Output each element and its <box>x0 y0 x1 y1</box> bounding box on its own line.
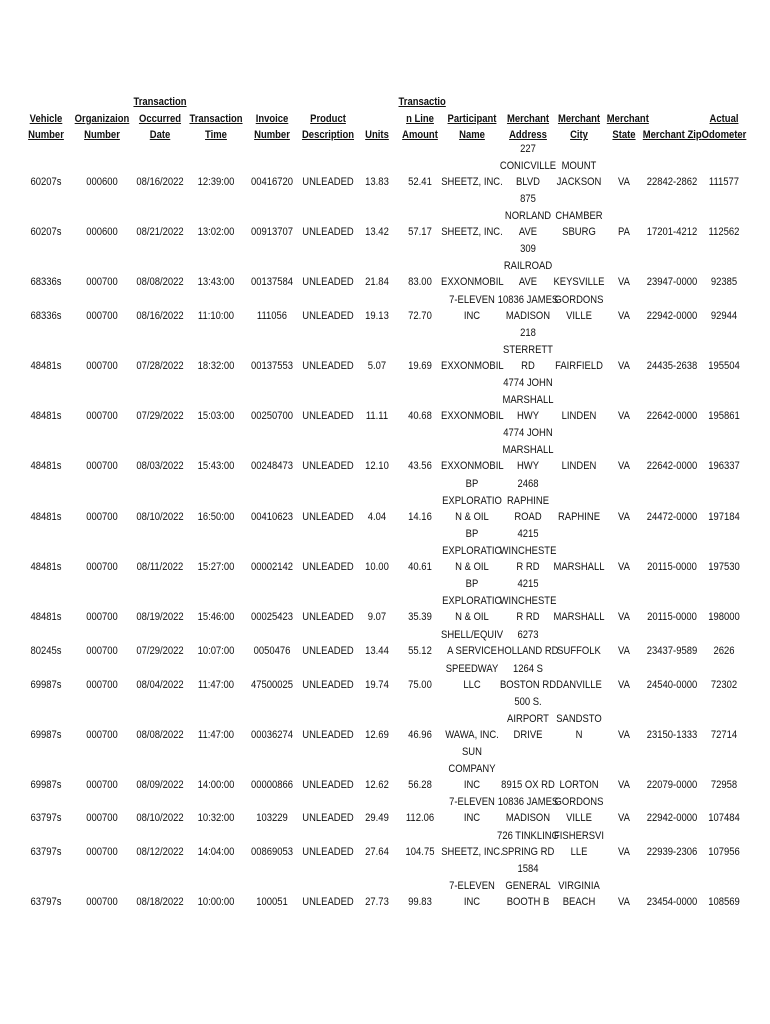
cell-time: 15:27:00 <box>197 561 235 574</box>
cell-units: 12.10 <box>365 460 389 473</box>
cell-org: 000700 <box>86 410 118 423</box>
cell-zip: 23454-0000 <box>646 896 698 909</box>
cell-odometer: 2626 <box>713 645 735 658</box>
cell-state: VA <box>618 729 630 742</box>
cell-city: LINDEN <box>561 410 597 423</box>
cell-time: 16:50:00 <box>197 511 235 524</box>
cell-invoice: 111056 <box>256 310 288 323</box>
cell-org: 000700 <box>86 779 118 792</box>
cell-odometer: 72714 <box>710 729 738 742</box>
cell-time: 10:32:00 <box>197 812 235 825</box>
cell-address: 1264 S BOSTON RD <box>499 662 557 692</box>
cell-odometer: 107956 <box>708 846 740 859</box>
cell-units: 27.64 <box>365 846 389 859</box>
cell-product: UNLEADED <box>302 410 354 423</box>
cell-org: 000700 <box>86 511 118 524</box>
cell-org: 000600 <box>86 176 118 189</box>
cell-product: UNLEADED <box>302 611 354 624</box>
cell-vehicle: 48481s <box>30 511 62 524</box>
cell-zip: 24540-0000 <box>646 679 698 692</box>
cell-vehicle: 63797s <box>30 812 62 825</box>
cell-amount: 43.56 <box>408 460 432 473</box>
cell-units: 12.62 <box>365 779 389 792</box>
cell-vehicle: 63797s <box>30 896 62 909</box>
cell-product: UNLEADED <box>302 360 354 373</box>
cell-invoice: 00036274 <box>250 729 294 742</box>
cell-invoice: 00137553 <box>250 360 294 373</box>
cell-org: 000700 <box>86 846 118 859</box>
cell-participant: SPEEDWAY LLC <box>445 662 499 692</box>
cell-address: 4774 JOHN MARSHALL HWY <box>502 427 554 473</box>
cell-participant: 7-ELEVEN INC <box>449 879 495 909</box>
cell-participant: 7-ELEVEN INC <box>449 293 495 323</box>
cell-time: 18:32:00 <box>197 360 235 373</box>
header-occurred: Transaction Occurred Date <box>133 96 187 142</box>
cell-amount: 40.68 <box>408 410 432 423</box>
cell-address: 10836 JAMES MADISON <box>497 293 559 323</box>
cell-vehicle: 63797s <box>30 846 62 859</box>
cell-amount: 35.39 <box>408 611 432 624</box>
header-odometer: Actual Odometer <box>701 112 747 142</box>
cell-time: 12:39:00 <box>197 176 235 189</box>
cell-date: 08/11/2022 <box>136 561 184 574</box>
cell-odometer: 107484 <box>708 812 740 825</box>
cell-units: 19.13 <box>365 310 389 323</box>
header-participant: Participant Name <box>447 112 497 142</box>
cell-address: 4215 WINCHESTE R RD <box>499 528 557 574</box>
cell-product: UNLEADED <box>302 679 354 692</box>
cell-org: 000600 <box>86 226 118 239</box>
cell-state: VA <box>618 460 630 473</box>
cell-product: UNLEADED <box>302 460 354 473</box>
cell-state: VA <box>618 176 630 189</box>
cell-units: 21.84 <box>365 276 389 289</box>
cell-date: 08/10/2022 <box>136 511 184 524</box>
cell-odometer: 197530 <box>708 561 740 574</box>
cell-address: 218 STERRETT RD <box>503 327 553 373</box>
cell-vehicle: 60207s <box>30 176 62 189</box>
cell-date: 07/28/2022 <box>136 360 184 373</box>
cell-amount: 112.06 <box>405 812 435 825</box>
cell-zip: 24472-0000 <box>646 511 698 524</box>
cell-state: VA <box>618 310 630 323</box>
cell-amount: 46.96 <box>408 729 432 742</box>
cell-units: 12.69 <box>365 729 389 742</box>
cell-state: VA <box>618 360 630 373</box>
cell-address: 875 NORLAND AVE <box>504 193 552 239</box>
cell-address: 227 CONICVILLE BLVD <box>499 143 557 189</box>
cell-amount: 56.28 <box>408 779 432 792</box>
cell-date: 08/09/2022 <box>136 779 184 792</box>
cell-odometer: 92385 <box>710 276 738 289</box>
cell-vehicle: 69987s <box>30 729 62 742</box>
cell-amount: 57.17 <box>408 226 432 239</box>
cell-odometer: 197184 <box>708 511 740 524</box>
cell-city: FAIRFIELD <box>555 360 603 373</box>
header-org: Organizaion Number <box>74 112 130 142</box>
cell-org: 000700 <box>86 679 118 692</box>
cell-product: UNLEADED <box>302 779 354 792</box>
cell-time: 11:10:00 <box>197 310 235 323</box>
cell-address: 726 TINKLING SPRING RD <box>497 829 559 859</box>
cell-units: 11.11 <box>365 410 389 423</box>
cell-state: VA <box>618 779 630 792</box>
cell-state: VA <box>618 846 630 859</box>
cell-city: KEYSVILLE <box>553 276 605 289</box>
cell-time: 11:47:00 <box>197 729 235 742</box>
cell-amount: 52.41 <box>408 176 432 189</box>
cell-zip: 22942-0000 <box>646 812 698 825</box>
cell-state: VA <box>618 410 630 423</box>
header-address: Merchant Address <box>506 112 550 142</box>
cell-date: 08/04/2022 <box>136 679 184 692</box>
cell-city: FISHERSVI LLE <box>554 829 604 859</box>
cell-vehicle: 60207s <box>30 226 62 239</box>
cell-amount: 19.69 <box>408 360 432 373</box>
cell-odometer: 111577 <box>708 176 740 189</box>
cell-city: MARSHALL <box>553 611 605 624</box>
cell-zip: 23947-0000 <box>646 276 698 289</box>
cell-invoice: 00002142 <box>250 561 294 574</box>
cell-state: VA <box>618 896 630 909</box>
cell-city: MOUNT JACKSON <box>556 159 602 189</box>
cell-zip: 17201-4212 <box>646 226 698 239</box>
header-product: Product Description <box>301 112 355 142</box>
cell-zip: 20115-0000 <box>647 611 697 624</box>
cell-invoice: 00248473 <box>250 460 294 473</box>
header-vehicle: Vehicle Number <box>28 112 64 142</box>
header-state: Merchant State <box>606 112 649 142</box>
cell-product: UNLEADED <box>302 846 354 859</box>
cell-vehicle: 48481s <box>30 611 62 624</box>
cell-participant: 7-ELEVEN INC <box>449 795 495 825</box>
header-city: Merchant City <box>557 112 601 142</box>
cell-invoice: 00137584 <box>250 276 294 289</box>
cell-vehicle: 80245s <box>30 645 62 658</box>
cell-zip: 22939-2306 <box>646 846 698 859</box>
cell-address: 500 S. AIRPORT DRIVE <box>507 696 549 742</box>
cell-amount: 104.75 <box>405 846 435 859</box>
cell-odometer: 198000 <box>708 611 740 624</box>
cell-state: VA <box>618 679 630 692</box>
cell-city: SUFFOLK <box>557 645 601 658</box>
cell-product: UNLEADED <box>302 176 354 189</box>
cell-zip: 22079-0000 <box>646 779 698 792</box>
cell-zip: 22642-0000 <box>646 460 698 473</box>
cell-participant: SHELL/EQUIV A SERVICE <box>441 628 504 658</box>
cell-city: VIRGINIA BEACH <box>558 879 600 909</box>
cell-product: UNLEADED <box>302 645 354 658</box>
cell-org: 000700 <box>86 812 118 825</box>
cell-units: 13.83 <box>365 176 389 189</box>
cell-state: PA <box>618 226 630 239</box>
cell-org: 000700 <box>86 611 118 624</box>
cell-vehicle: 48481s <box>30 410 62 423</box>
cell-odometer: 195861 <box>708 410 740 423</box>
cell-participant: BP EXPLORATIO N & OIL <box>442 528 502 574</box>
cell-vehicle: 68336s <box>30 276 62 289</box>
cell-units: 4.04 <box>367 511 387 524</box>
cell-odometer: 112562 <box>708 226 740 239</box>
cell-amount: 83.00 <box>408 276 432 289</box>
cell-city: SANDSTO N <box>556 712 602 742</box>
cell-date: 07/29/2022 <box>136 645 184 658</box>
cell-zip: 22942-0000 <box>646 310 698 323</box>
cell-time: 10:00:00 <box>197 896 235 909</box>
cell-time: 14:00:00 <box>197 779 235 792</box>
cell-address: 2468 RAPHINE ROAD <box>506 478 550 524</box>
cell-org: 000700 <box>86 729 118 742</box>
header-units: Units <box>365 129 389 142</box>
cell-org: 000700 <box>86 310 118 323</box>
cell-date: 08/03/2022 <box>136 460 184 473</box>
cell-amount: 75.00 <box>408 679 432 692</box>
cell-time: 13:02:00 <box>197 226 235 239</box>
cell-invoice: 00025423 <box>250 611 294 624</box>
cell-time: 15:46:00 <box>197 611 235 624</box>
cell-state: VA <box>618 511 630 524</box>
cell-units: 5.07 <box>367 360 387 373</box>
cell-participant: SHEETZ, INC. <box>441 226 503 239</box>
cell-product: UNLEADED <box>302 511 354 524</box>
cell-state: VA <box>618 812 630 825</box>
cell-zip: 20115-0000 <box>647 561 697 574</box>
cell-units: 10.00 <box>365 561 389 574</box>
cell-state: VA <box>618 561 630 574</box>
cell-city: MARSHALL <box>553 561 605 574</box>
cell-vehicle: 48481s <box>30 360 62 373</box>
cell-zip: 22842-2862 <box>646 176 698 189</box>
cell-odometer: 108569 <box>708 896 740 909</box>
cell-date: 08/12/2022 <box>136 846 184 859</box>
header-time: Transaction Time <box>189 112 243 142</box>
cell-odometer: 196337 <box>708 460 740 473</box>
cell-org: 000700 <box>86 460 118 473</box>
cell-time: 11:47:00 <box>197 679 235 692</box>
cell-org: 000700 <box>86 276 118 289</box>
cell-units: 29.49 <box>365 812 389 825</box>
cell-org: 000700 <box>86 360 118 373</box>
header-invoice: Invoice Number <box>254 112 290 142</box>
cell-units: 9.07 <box>367 611 387 624</box>
cell-time: 13:43:00 <box>197 276 235 289</box>
cell-participant: EXXONMOBIL <box>441 410 504 423</box>
cell-date: 08/10/2022 <box>136 812 184 825</box>
cell-org: 000700 <box>86 896 118 909</box>
cell-time: 14:04:00 <box>197 846 235 859</box>
cell-vehicle: 69987s <box>30 779 62 792</box>
cell-date: 07/29/2022 <box>136 410 184 423</box>
cell-participant: SUN COMPANY INC <box>448 746 496 792</box>
cell-time: 10:07:00 <box>197 645 235 658</box>
cell-date: 08/08/2022 <box>136 276 184 289</box>
cell-product: UNLEADED <box>302 276 354 289</box>
cell-address: 309 RAILROAD AVE <box>503 243 553 289</box>
cell-participant: EXXONMOBIL <box>441 460 504 473</box>
cell-odometer: 92944 <box>710 310 738 323</box>
cell-invoice: 00913707 <box>250 226 294 239</box>
header-amount: Transactio n Line Amount <box>398 96 446 142</box>
cell-amount: 40.61 <box>408 561 432 574</box>
cell-product: UNLEADED <box>302 310 354 323</box>
cell-odometer: 195504 <box>708 360 740 373</box>
cell-units: 13.42 <box>365 226 389 239</box>
cell-address: 4774 JOHN MARSHALL HWY <box>502 377 554 423</box>
cell-state: VA <box>618 645 630 658</box>
cell-participant: BP EXPLORATIO N & OIL <box>442 578 502 624</box>
cell-units: 13.44 <box>365 645 389 658</box>
cell-participant: BP EXPLORATIO N & OIL <box>442 478 502 524</box>
cell-participant: SHEETZ, INC. <box>441 176 503 189</box>
cell-zip: 24435-2638 <box>646 360 698 373</box>
cell-participant: EXXONMOBIL <box>441 276 504 289</box>
cell-time: 15:03:00 <box>197 410 235 423</box>
cell-state: VA <box>618 611 630 624</box>
cell-address: 10836 JAMES MADISON <box>497 795 559 825</box>
cell-date: 08/21/2022 <box>136 226 184 239</box>
cell-invoice: 00410623 <box>250 511 294 524</box>
cell-city: LORTON <box>559 779 599 792</box>
cell-vehicle: 68336s <box>30 310 62 323</box>
cell-city: RAPHINE <box>557 511 601 524</box>
header-zip: Merchant Zip <box>642 129 702 142</box>
cell-product: UNLEADED <box>302 896 354 909</box>
cell-date: 08/08/2022 <box>136 729 184 742</box>
cell-date: 08/18/2022 <box>136 896 184 909</box>
cell-invoice: 103229 <box>256 812 288 825</box>
cell-org: 000700 <box>86 561 118 574</box>
cell-date: 08/16/2022 <box>136 310 184 323</box>
cell-org: 000700 <box>86 645 118 658</box>
cell-address: 6273 HOLLAND RD <box>497 628 559 658</box>
cell-invoice: 100051 <box>256 896 288 909</box>
cell-address: 1584 GENERAL BOOTH B <box>505 863 551 909</box>
cell-invoice: 00869053 <box>250 846 294 859</box>
cell-time: 15:43:00 <box>197 460 235 473</box>
cell-city: CHAMBER SBURG <box>555 209 603 239</box>
cell-invoice: 00250700 <box>250 410 294 423</box>
cell-product: UNLEADED <box>302 729 354 742</box>
cell-units: 19.74 <box>365 679 389 692</box>
cell-product: UNLEADED <box>302 561 354 574</box>
cell-product: UNLEADED <box>302 226 354 239</box>
cell-invoice: 0050476 <box>253 645 291 658</box>
cell-city: DANVILLE <box>556 679 602 692</box>
cell-address: 4215 WINCHESTE R RD <box>499 578 557 624</box>
cell-vehicle: 48481s <box>30 460 62 473</box>
cell-city: LINDEN <box>561 460 597 473</box>
cell-vehicle: 48481s <box>30 561 62 574</box>
cell-amount: 14.16 <box>408 511 432 524</box>
cell-address: 8915 OX RD <box>501 779 555 792</box>
cell-invoice: 47500025 <box>250 679 294 692</box>
cell-participant: EXXONMOBIL <box>441 360 504 373</box>
cell-odometer: 72958 <box>710 779 738 792</box>
cell-state: VA <box>618 276 630 289</box>
cell-amount: 99.83 <box>408 896 432 909</box>
cell-amount: 55.12 <box>408 645 432 658</box>
cell-zip: 23437-9589 <box>646 645 698 658</box>
cell-city: GORDONS VILLE <box>554 293 604 323</box>
cell-date: 08/16/2022 <box>136 176 184 189</box>
cell-product: UNLEADED <box>302 812 354 825</box>
cell-invoice: 00000866 <box>250 779 294 792</box>
cell-units: 27.73 <box>365 896 389 909</box>
cell-participant: SHEETZ, INC. <box>441 846 503 859</box>
cell-vehicle: 69987s <box>30 679 62 692</box>
cell-date: 08/19/2022 <box>136 611 184 624</box>
cell-zip: 22642-0000 <box>646 410 698 423</box>
cell-amount: 72.70 <box>408 310 432 323</box>
cell-odometer: 72302 <box>710 679 738 692</box>
cell-invoice: 00416720 <box>250 176 294 189</box>
cell-city: GORDONS VILLE <box>554 795 604 825</box>
cell-participant: WAWA, INC. <box>445 729 499 742</box>
cell-zip: 23150-1333 <box>646 729 698 742</box>
